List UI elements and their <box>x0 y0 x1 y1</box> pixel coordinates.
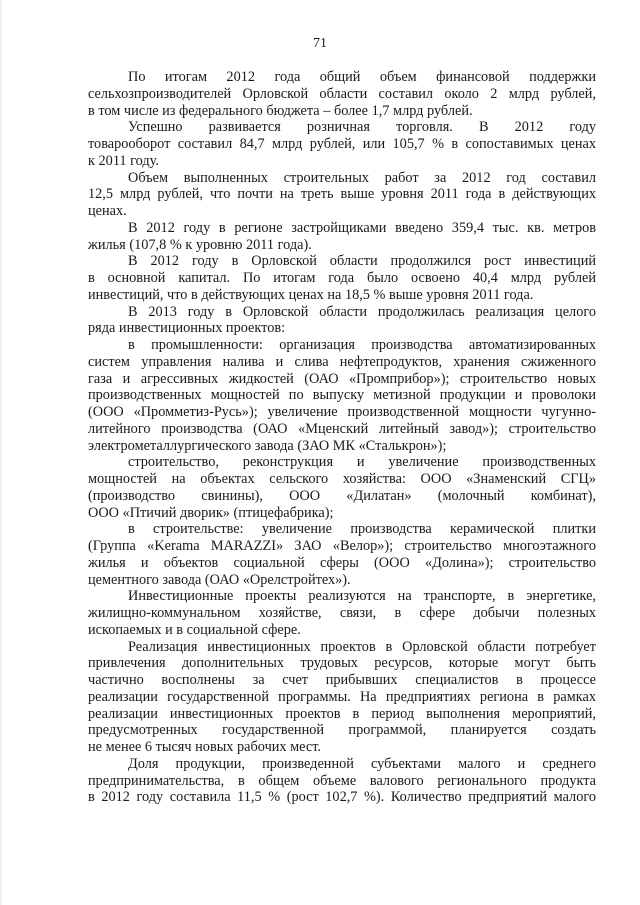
text-line: жилья (107,8 % к уровню 2011 года). <box>88 236 312 253</box>
text-line: (Группа «Kerama MARAZZI» ЗАО «Велор»); строительство многоэтажного <box>88 538 596 554</box>
text-line: в промышленности: организация производства автоматизированных <box>128 337 596 353</box>
text-line: Успешно развивается розничная торговля. В 2012 году <box>128 119 596 136</box>
text-line: привлечения дополнительных трудовых ресурсов, которые могут быть <box>88 655 596 672</box>
text-line: Инвестиционные проекты реализуются на транспорте, в энергетике, <box>128 588 596 605</box>
text-line: В 2012 году в регионе застройщиками введено 359,4 тыс. кв. метров <box>128 219 596 236</box>
text-line: частично восполнены за счет прибывших специалистов в процессе <box>88 672 596 688</box>
text-line: электрометаллургического завода (ЗАО МК «Сталькрон»); <box>88 437 447 454</box>
text-line: предпринимательства, в общем объеме валового регионального продукта <box>88 772 596 789</box>
text-line: ряда инвестиционных проектов: <box>88 320 286 337</box>
text-line: Объем выполненных строительных работ за 2012 год составил <box>128 169 596 186</box>
text-line: ископаемых и в социальной сфере. <box>88 621 301 638</box>
text-line: предусмотренных государственной программой, планируется создать <box>88 722 596 739</box>
text-line: мощностей на объектах сельского хозяйства: ООО «Знаменский СГЦ» <box>88 471 596 487</box>
paragraph <box>88 170 596 220</box>
paragraph <box>88 521 596 588</box>
text-line: не менее 6 тысяч новых рабочих мест. <box>88 739 321 755</box>
text-line: литейного производства (ОАО «Мценский литейный завод»); строительство <box>88 420 596 437</box>
paragraph <box>88 253 596 303</box>
text-line: к 2011 году. <box>88 152 159 169</box>
text-line: производственных мощностей по выпуску метизной продукции и проволоки <box>88 387 596 404</box>
text-line: жилья и объектов социальной сферы (ООО «Долина»); строительство <box>88 554 596 571</box>
text-line: систем управления налива и слива нефтепродуктов, хранения сжиженного <box>88 353 596 370</box>
paragraph <box>88 304 596 338</box>
paragraph <box>88 337 596 454</box>
paragraph <box>88 454 596 521</box>
text-line: 12,5 млрд рублей, что почти на треть выше уровня 2011 года в действующих <box>88 186 596 203</box>
text-line: в основной капитал. По итогам года было освоено 40,4 млрд рублей <box>88 270 596 286</box>
text-line: товарооборот составил 84,7 млрд рублей, или 105,7 % в сопоставимых ценах <box>88 136 596 152</box>
text-line: В 2013 году в Орловской области продолжилась реализация целого <box>128 303 596 320</box>
text-line: Доля продукции, произведенной субъектами малого и среднего <box>128 755 596 772</box>
text-line: жилищно-коммунальном хозяйстве, связи, в сфере добычи полезных <box>88 605 596 621</box>
text-line: реализации инвестиционных проектов в период выполнения мероприятий, <box>88 705 596 722</box>
text-line: строительство, реконструкция и увеличение производственных <box>128 454 596 471</box>
page-number: 71 <box>313 36 327 51</box>
text-line: в том числе из федерального бюджета – более 1,7 млрд рублей. <box>88 102 473 119</box>
text-line: инвестиций, что в действующих ценах на 18,5 % выше уровня 2011 года. <box>88 286 534 303</box>
text-line: реализации государственной программы. На предприятиях региона в рамках <box>88 688 596 705</box>
paragraph <box>88 119 596 169</box>
text-line: сельхозпроизводителей Орловской области составил около 2 млрд рублей, <box>88 85 596 102</box>
text-line: газа и агрессивных жидкостей (ОАО «Промприбор»); строительство новых <box>88 370 596 387</box>
scan-edge <box>0 0 3 905</box>
document-body <box>88 69 596 806</box>
paragraph <box>88 69 596 119</box>
paragraph <box>88 220 596 254</box>
text-line: В 2012 году в Орловской области продолжился рост инвестиций <box>128 253 596 270</box>
paragraph <box>88 756 596 806</box>
text-line: в строительстве: увеличение производства керамической плитки <box>128 521 596 538</box>
text-line: (производство свинины), ООО «Дилатан» (молочный комбинат), <box>88 487 596 504</box>
paragraph <box>88 639 596 756</box>
text-line: (ООО «Промметиз-Русь»); увеличение производственной мощности чугунно- <box>88 404 596 420</box>
text-line: цементного завода (ОАО «Орелстройтех»). <box>88 571 351 588</box>
text-line: По итогам 2012 года общий объем финансовой поддержки <box>128 69 596 85</box>
text-line: ценах. <box>88 203 127 219</box>
text-line: в 2012 году составила 11,5 % (рост 102,7 %). Количество предприятий малого <box>88 789 596 806</box>
paragraph <box>88 588 596 638</box>
text-line: Реализация инвестиционных проектов в Орловской области потребует <box>128 638 596 655</box>
text-line: ООО «Птичий дворик» (птицефабрика); <box>88 504 334 521</box>
